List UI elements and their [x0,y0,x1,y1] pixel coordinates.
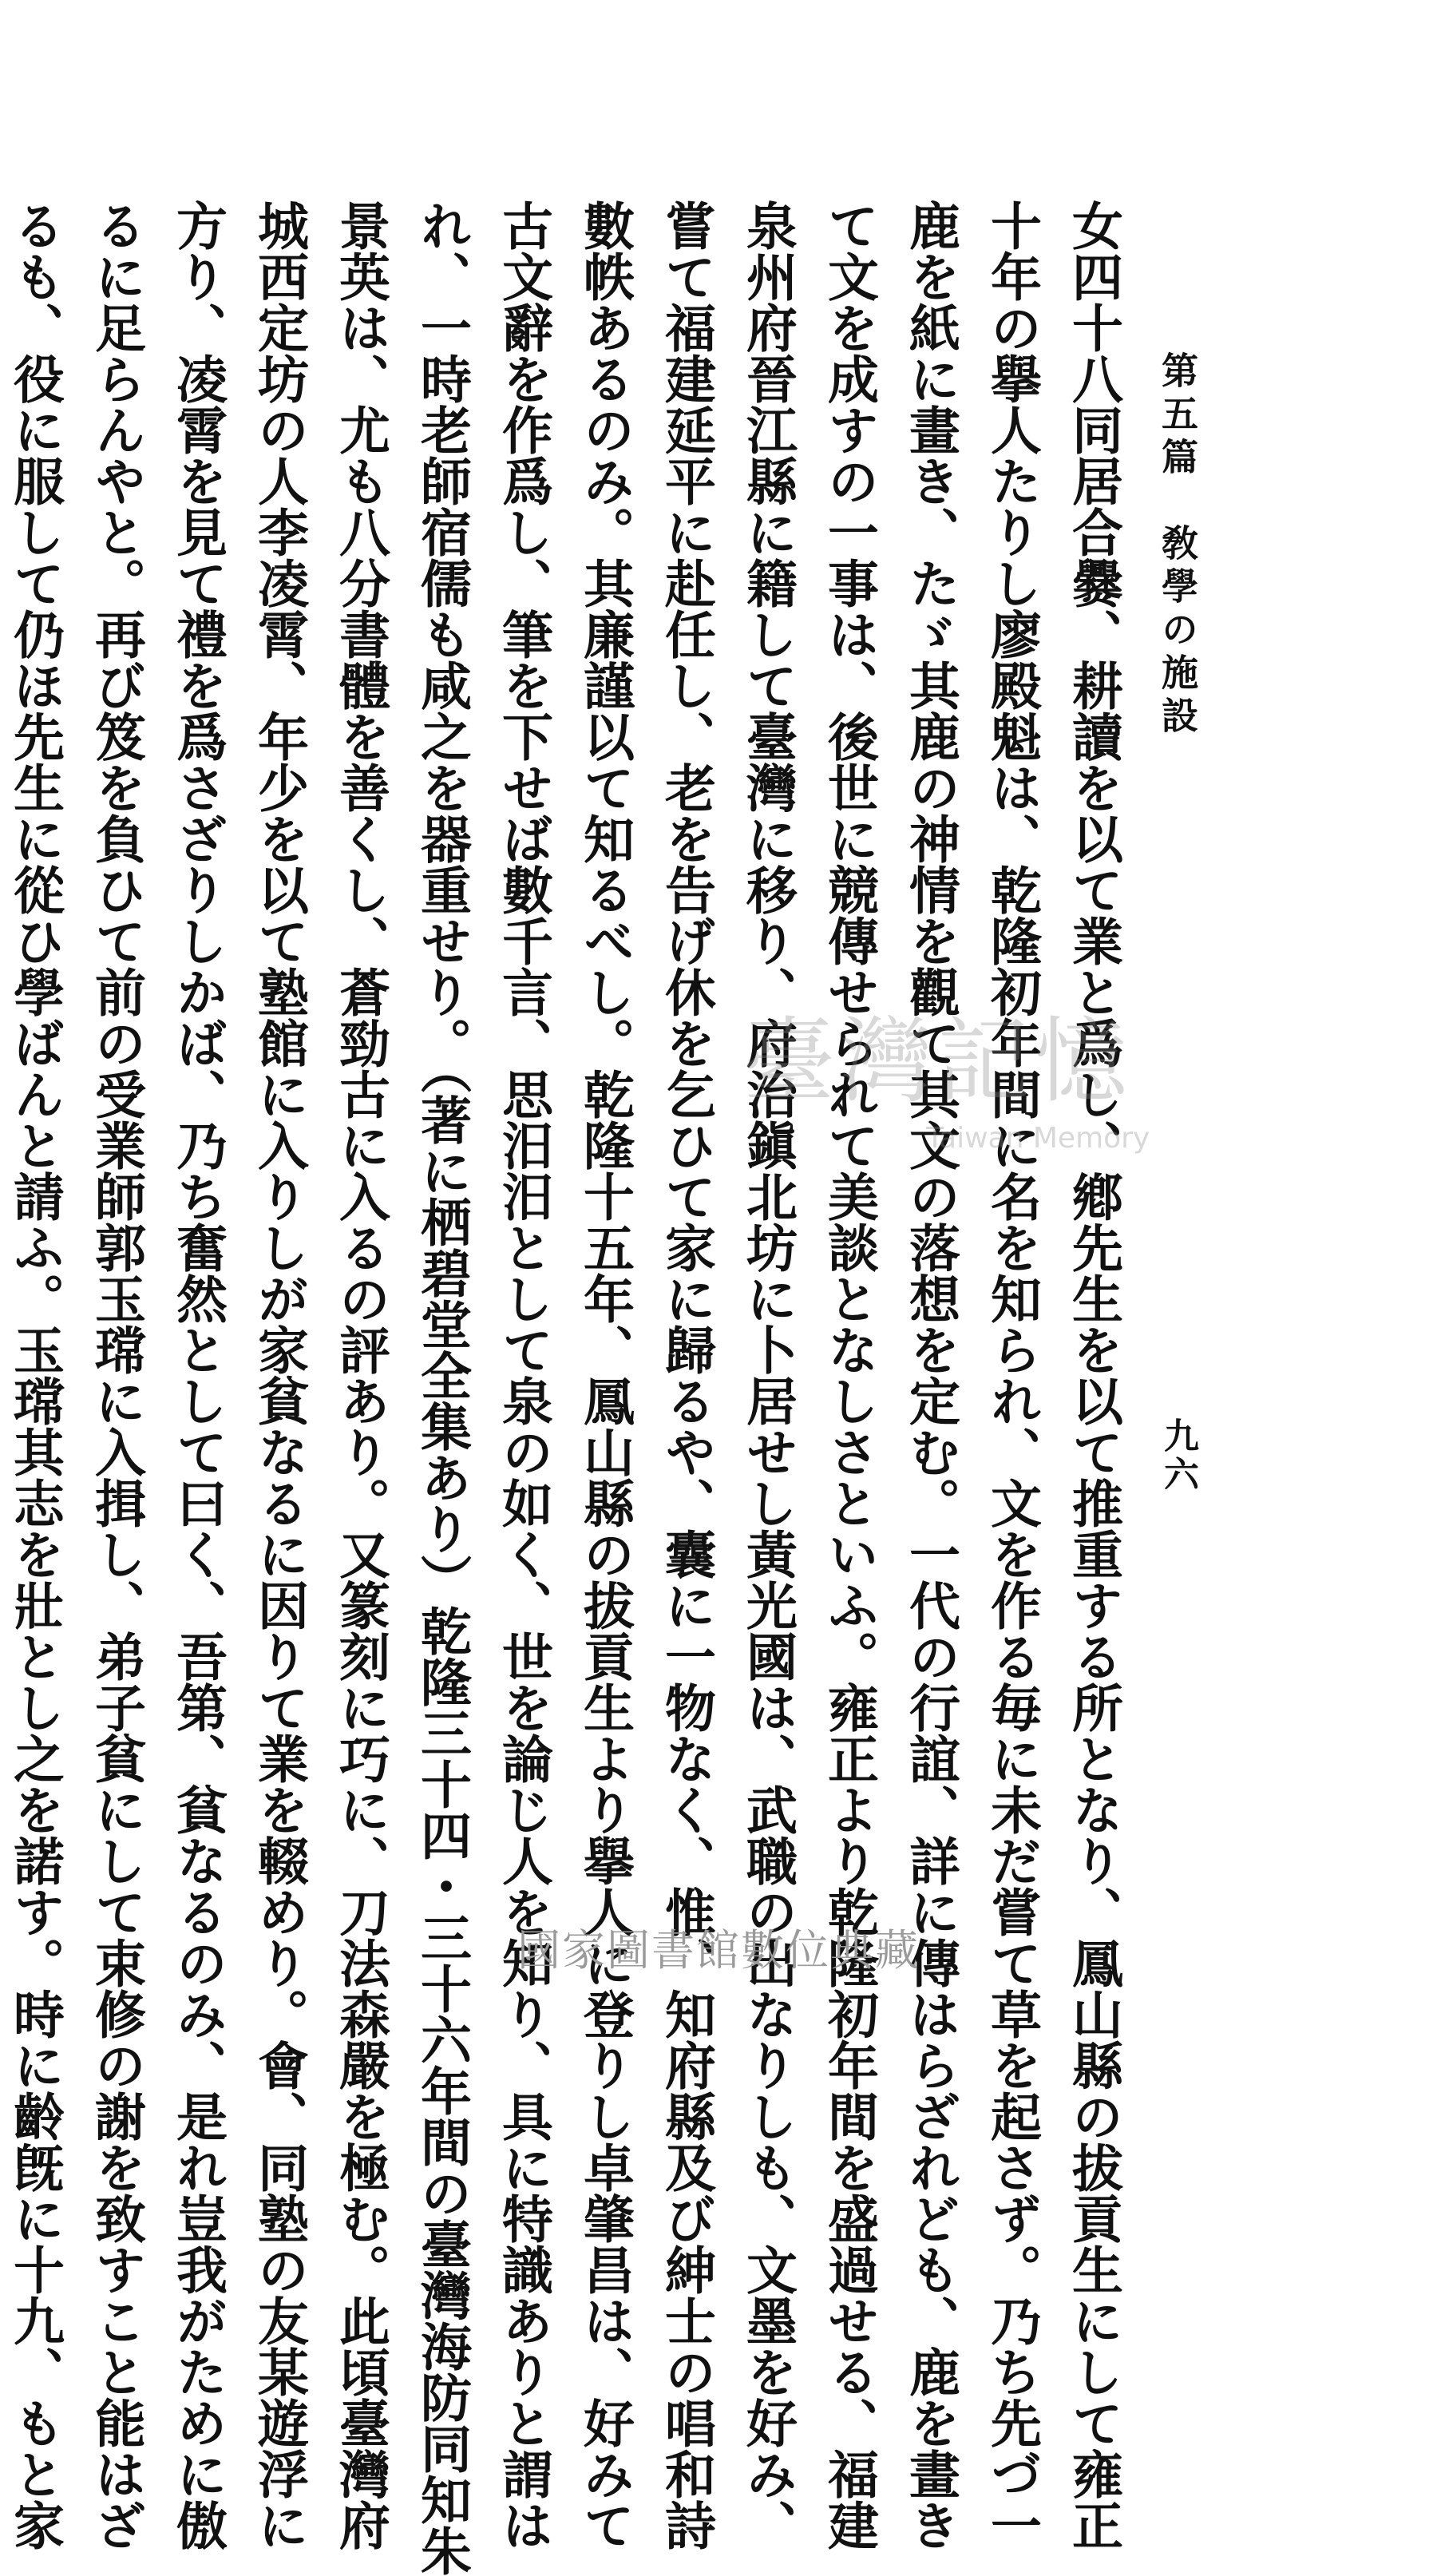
page-number: 九六 [1158,1417,1198,1494]
text-column: 鹿を紙に畫き、たゞ其鹿の神情を觀て其文の落想を定む。一代の行誼、詳に傳はらざれども、鹿を畫き [901,200,960,2550]
footer-watermark: 國家圖書館數位典藏 [517,1925,920,1976]
text-column: 方り、凌霄を見て禮を爲さざりしかば、乃ち奮然として曰く、吾第、貧なるのみ、是れ豈我がために傲 [168,200,228,2550]
watermark-logo-text: 臺灣記憶 [742,1008,1132,1116]
text-column: 數帙あるのみ。其廉謹以て知るべし。乾隆十五年、鳳山縣の拔貢生より擧人に登りし卓肇昌は、好みて [575,200,635,2550]
text-column: るも、役に服して仍ほ先生に從ひ學ばんと請ふ。玉瑺其志を壯とし之を諾す。時に齡旣に十九、もと家 [5,200,65,2550]
text-column: 泉州府晉江縣に籍して臺灣に移り、府治鎭北坊に卜居せし黃光國は、武職の出なりしも、文墨を好み、 [738,200,798,2550]
text-column: 十年の擧人たりし廖殿魁は、乾隆初年間に名を知られ、文を作る毎に未だ嘗て草を起さず。乃ち先づ一 [982,200,1042,2550]
text-column: るに足らんやと。再び笈を負ひて前の受業師郭玉瑺に入揖し、弟子貧にして束修の謝を致すこと能はざ [86,200,146,2550]
text-column: 古文辭を作爲し、筆を下せば數千言、思汨汨として泉の如く、世を論じ人を知り、具に特識ありと謂は [493,200,553,2550]
text-column: 城西定坊の人李凌霄、年少を以て塾館に入りしが家貧なるに因りて業を輟めり。會、同塾の友某遊浮に [249,200,309,2550]
text-column: 嘗て福建延平に赴任し、老を告げ休を乞ひて家に歸るや、囊に一物なく、惟、知府縣及び紳士の唱和詩 [656,200,716,2550]
watermark-logo-subtext: Taiwan Memory [926,1122,1150,1155]
text-column: れ、一時老師宿儒も咸之を器重せり。（著に栖碧堂全集あり）乾隆三十四・三十六年間の臺灣海防同知朱 [412,200,472,2576]
text-column: て文を成すの一事は、後世に競傳せられて美談となしさといふ。雍正より乾隆初年間を盛過せる、福建 [819,200,879,2550]
text-column: 女四十八同居合爨、耕讀を以て業と爲し、鄕先生を以て推重する所となり、鳳山縣の拔貢生にして雍正 [1063,200,1123,2550]
text-column: 景英は、尤も八分書體を善くし、蒼勁古に入るの評あり。又篆刻に巧に、刀法森嚴を極む。此頃臺灣府 [331,200,390,2550]
page-header-title: 第五篇 敎學の施設 [1156,351,1199,739]
